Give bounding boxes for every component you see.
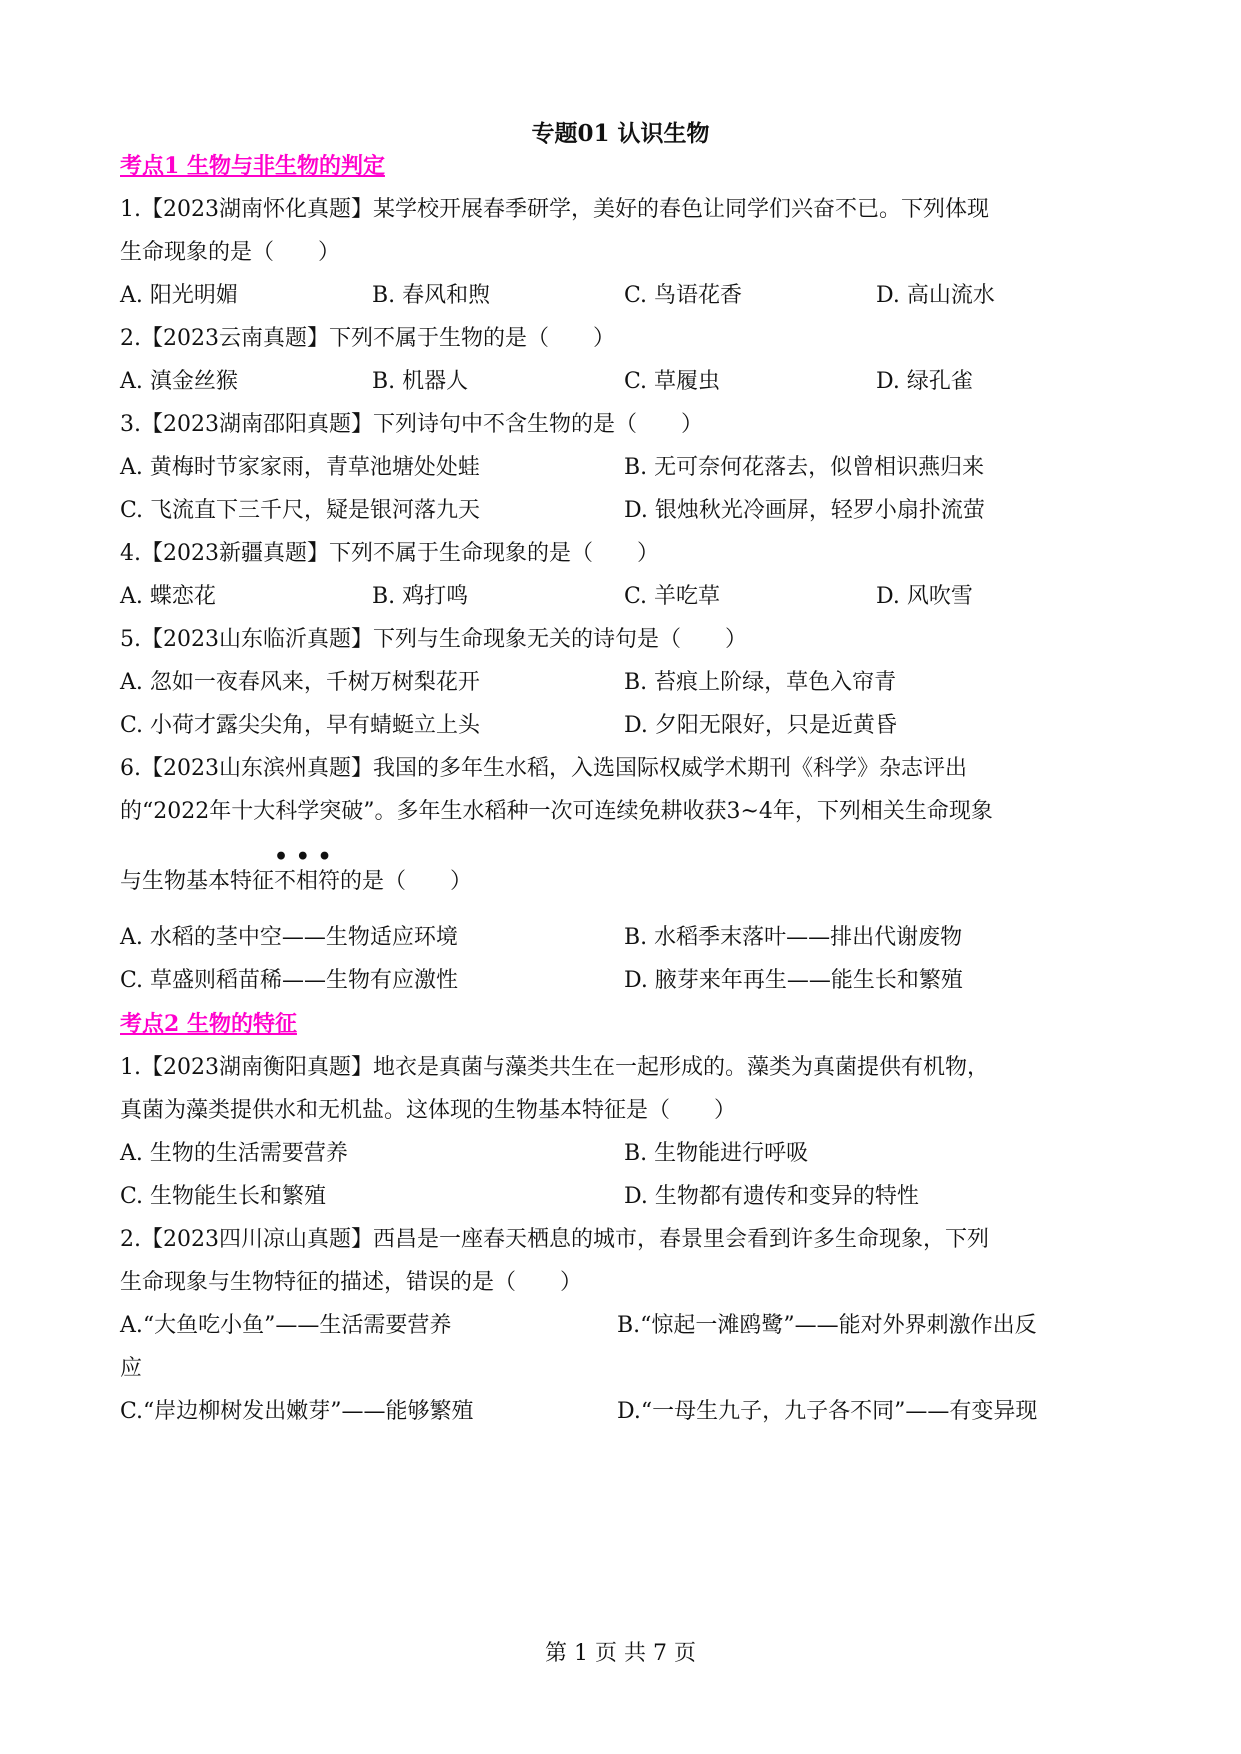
s2q2-option-d: D.“一母生九子，九子各不同”——有变异现 [617,1399,1038,1424]
emphasis-dots: • • • [274,844,332,870]
q5-option-d: D. 夕阳无限好，只是近黄昏 [624,713,897,738]
q5-option-a: A. 忽如一夜春风来，千树万树梨花开 [120,670,480,695]
question-1-line-1: 1.【2023湖南怀化真题】某学校开展春季研学，美好的春色让同学们兴奋不已。下列体现 [120,197,989,222]
page-title: 专题01 认识生物 [531,120,710,147]
q4-option-b: B. 鸡打鸣 [372,584,469,609]
s2q2-option-b-wrap: 应 [120,1356,143,1381]
q4-option-d: D. 风吹雪 [876,584,973,609]
q6-line3-pre: 与生物基本特征 [120,869,275,894]
q1-option-c: C. 鸟语花香 [624,283,743,308]
question-1-line-2: 生命现象的是（ ） [120,240,341,265]
q2-option-b: B. 机器人 [372,369,469,394]
q2-option-a: A. 滇金丝猴 [120,369,238,394]
q5-option-c: C. 小荷才露尖尖角，早有蜻蜓立上头 [120,713,481,738]
question-2-line-1: 2.【2023云南真题】下列不属于生物的是（ ） [120,326,615,351]
s2q1-option-c: C. 生物能生长和繁殖 [120,1184,327,1209]
q3-option-c: C. 飞流直下三千尺，疑是银河落九天 [120,498,481,523]
s2q1-option-b: B. 生物能进行呼吸 [624,1141,809,1166]
q1-option-a: A. 阳光明媚 [120,283,238,308]
s2q1-option-d: D. 生物都有遗传和变异的特性 [624,1184,919,1209]
s2q1-option-a: A. 生物的生活需要营养 [120,1141,348,1166]
q6-option-b: B. 水稻季末落叶——排出代谢废物 [624,925,963,950]
q1-option-d: D. 高山流水 [876,283,995,308]
q6-option-d: D. 腋芽来年再生——能生长和繁殖 [624,968,963,993]
section-heading-2: 考点2 生物的特征 [120,1011,297,1037]
s2q2-option-b: B.“惊起一滩鸥鹭”——能对外界刺激作出反 [617,1313,1037,1338]
question-6-line-3 [120,844,473,898]
q5-option-b: B. 苔痕上阶绿，草色入帘青 [624,670,897,695]
q6-option-c: C. 草盛则稻苗稀——生物有应激性 [120,968,459,993]
s2-question-2-line-2: 生命现象与生物特征的描述，错误的是（ ） [120,1270,583,1295]
question-5-line-1: 5.【2023山东临沂真题】下列与生命现象无关的诗句是（ ） [120,627,747,652]
page-footer: 第 1 页 共 7 页 [545,1641,696,1666]
question-4-line-1: 4.【2023新疆真题】下列不属于生命现象的是（ ） [120,541,659,566]
question-3-line-1: 3.【2023湖南邵阳真题】下列诗句中不含生物的是（ ） [120,412,703,437]
q6-emphasized-text: • • • 不相符 [274,869,340,894]
q2-option-c: C. 草履虫 [624,369,721,394]
q3-option-a: A. 黄梅时节家家雨，青草池塘处处蛙 [120,455,480,480]
s2-question-1-line-2: 真菌为藻类提供水和无机盐。这体现的生物基本特征是（ ） [120,1098,737,1123]
s2q2-option-a: A.“大鱼吃小鱼”——生活需要营养 [120,1313,452,1338]
s2-question-1-line-1: 1.【2023湖南衡阳真题】地衣是真菌与藻类共生在一起形成的。藻类为真菌提供有机物， [120,1055,989,1080]
s2-question-2-line-1: 2.【2023四川凉山真题】西昌是一座春天栖息的城市，春景里会看到许多生命现象，下列 [120,1227,989,1252]
question-6-line-1: 6.【2023山东滨州真题】我国的多年生水稻，入选国际权威学术期刊《科学》杂志评出 [120,756,967,781]
q1-option-b: B. 春风和煦 [372,283,491,308]
q6-line3-post: 的是（ ） [340,869,473,894]
q3-option-d: D. 银烛秋光冷画屏，轻罗小扇扑流萤 [624,498,985,523]
q3-option-b: B. 无可奈何花落去，似曾相识燕归来 [624,455,985,480]
q6-option-a: A. 水稻的茎中空——生物适应环境 [120,925,458,950]
q2-option-d: D. 绿孔雀 [876,369,973,394]
q4-option-a: A. 蝶恋花 [120,584,216,609]
section-heading-1: 考点1 生物与非生物的判定 [120,153,385,179]
q4-option-c: C. 羊吃草 [624,584,721,609]
s2q2-option-c: C.“岸边柳树发出嫩芽”——能够繁殖 [120,1399,474,1424]
question-6-line-2: 的“2022年十大科学突破”。多年生水稻种一次可连续免耕收获3~4年，下列相关生命现象 [120,799,993,824]
